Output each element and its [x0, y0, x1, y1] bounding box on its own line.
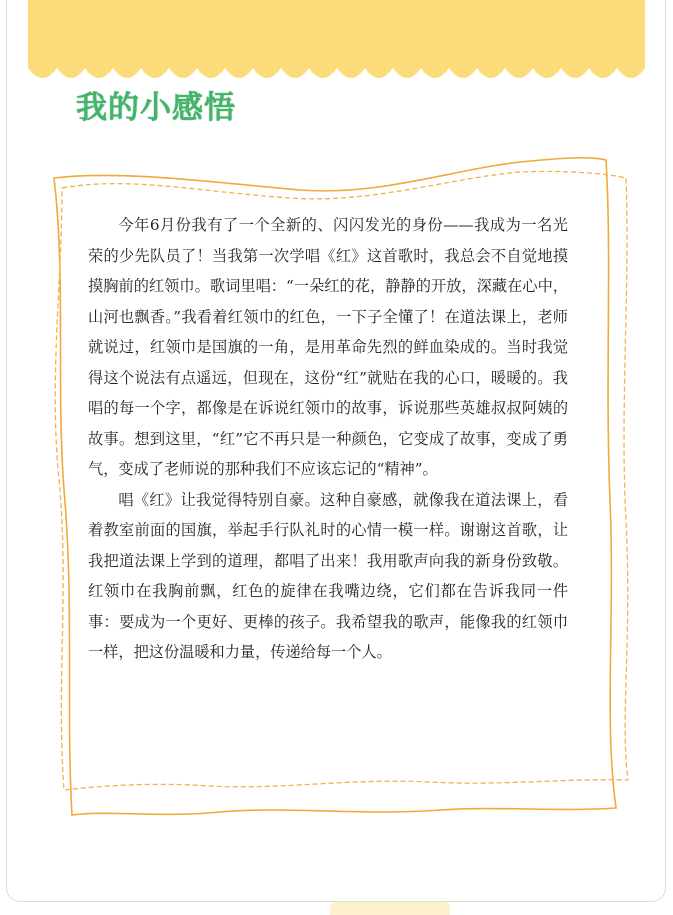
essay-body [88, 210, 568, 668]
essay-paragraph-2: 唱《红》让我觉得特别自豪。这种自豪感，就像我在道法课上，看着教室前面的国旗，举起手行队礼时的心情一模一样。谢谢这首歌，让我把道法课上学到的道理，都唱了出来！我用歌声向我的新身份致敬。红领巾在我胸前飘，红色的旋律在我嘴边绕，它们都在告诉我同一件事：要成为一个更好、更棒的孩子。我希望我的歌声，能像我的红领巾一样，把这份温暖和力量，传递给每一个人。 [88, 490, 568, 661]
bottom-tab-decoration [330, 902, 450, 915]
essay-paragraph-1: 今年6月份我有了一个全新的、闪闪发光的身份——我成为一名光荣的少先队员了！当我第一次学唱《红》这首歌时，我总会不自觉地摸摸胸前的红领巾。歌词里唱：“一朵红的花，静静的开放，深藏在心中，山河也飘香。”我看着红领巾的红色，一下子全懂了！在道法课上，老师就说过，红领巾是国旗的一角，是用革命先烈的鲜血染成的。当时我觉得这个说法有点遥远，但现在，这份“红”就贴在我的心口，暖暖的。我唱的每一个字，都像是在诉说红领巾的故事，诉说那些英雄叔叔阿姨的故事。想到这里，“红”它不再只是一种颜色，它变成了故事，变成了勇气，变成了老师说的那种我们不应该忘记的“精神”。 [88, 216, 568, 478]
section-title: 我的小感悟 [76, 90, 236, 126]
